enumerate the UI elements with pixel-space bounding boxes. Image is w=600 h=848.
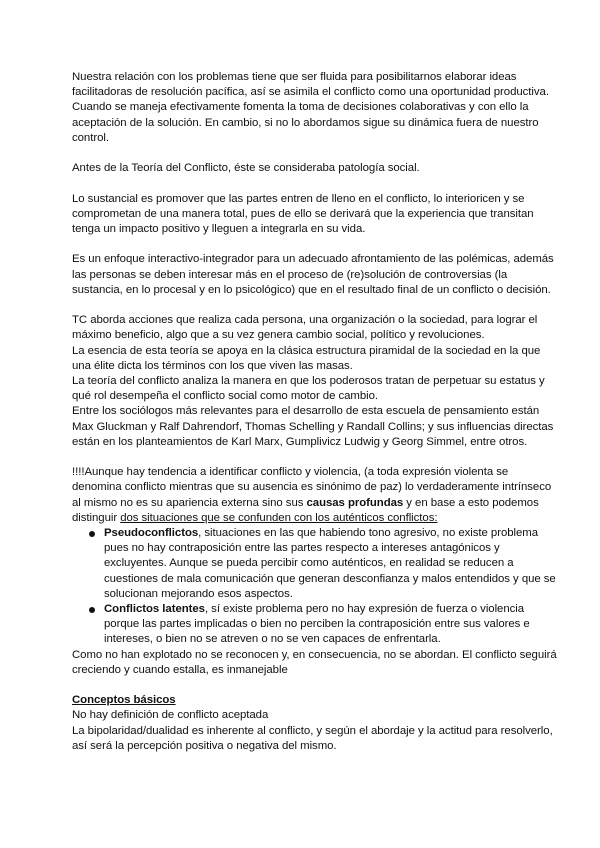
paragraph-teoria-analiza: La teoría del conflicto analiza la manera en que los poderosos tratan de perpetuar su estatus y qué rol desempeña el conflicto social como motor de cambio. bbox=[72, 375, 545, 403]
desc-conflictos-latentes: , sí existe problema pero no hay expresión de fuerza o violencia porque las partes implicadas o bien no perciben la contraposición entre sus valores e intereses, o bien no se atreven o no se ven capaces de enfrentarla. bbox=[104, 603, 530, 646]
dos-situaciones-underlined: dos situaciones que se confunden con los auténticos conflictos: bbox=[120, 511, 438, 524]
paragraph-patologia-social: Antes de la Teoría del Conflicto, éste se consideraba patología social. bbox=[72, 162, 420, 175]
term-conflictos-latentes: Conflictos latentes bbox=[104, 603, 205, 616]
causas-profundas-bold: causas profundas bbox=[306, 496, 404, 509]
paragraph-tc-aborda: TC aborda acciones que realiza cada persona, una organización o la sociedad, para lograr el máximo beneficio, algo que a su vez genera cambio social, político y revoluciones. bbox=[72, 314, 538, 342]
paragraph-esencia-teoria: La esencia de esta teoría se apoya en la clásica estructura piramidal de la sociedad en la que una élite dicta los términos con los que viven las masas. bbox=[72, 344, 541, 372]
conflicto-violencia-lead: !!!!Aunque hay tendencia a identificar conflicto y violencia, (a toda expresión violenta se denomina conflicto mientras que su ausencia es sinónimo de paz) lo verdaderamente intrínseco al mismo no es su apariencia externa sino sus bbox=[72, 466, 552, 509]
paragraph-lo-sustancial: Lo sustancial es promover que las partes entren de lleno en el conflicto, lo interioricen y se comprometan de una manera total, pues de ello se derivará que la experiencia que transitan tenga un impacto positivo y lleguen a integrarla en su vida. bbox=[72, 192, 534, 235]
paragraph-relacion-problemas: Nuestra relación con los problemas tiene que ser fluida para posibilitarnos elaborar ideas facilitadoras de resolución pacífica, así se asimila el conflicto como una oportunidad productiva. bbox=[72, 71, 549, 99]
bullet-icon bbox=[89, 607, 95, 613]
bullet-icon bbox=[89, 531, 95, 537]
conflicto-violencia-mid: y en base a esto podemos distinguir bbox=[72, 496, 539, 524]
desc-pseudoconflictos: , situaciones en las que habiendo tono agresivo, no existe problema pues no hay contraposición entre las partes respecto a intereses antagónicos y excluyentes. Aunque se pueda percibir como auténticos, en realidad se reducen a cuestiones de mala comunicación que generan desconfianza y malos entendidos y que se solucionan mejorando esos aspectos. bbox=[104, 527, 556, 600]
paragraph-conflicto-violencia bbox=[72, 465, 560, 526]
paragraph-manejo-efectivo: Cuando se maneja efectivamente fomenta la toma de decisiones colaborativas y con ello la aceptación de la solución. En cambio, si no lo abordamos sigue su dinámica fuera de nuestro control. bbox=[72, 101, 539, 144]
section-heading-conceptos-basicos: Conceptos básicos bbox=[72, 694, 176, 707]
paragraph-no-han-explotado: Como no han explotado no se reconocen y, en consecuencia, no se abordan. El conflicto seguirá creciendo y cuando estalla, es inmanejable bbox=[72, 648, 557, 676]
list-item-conflictos-latentes bbox=[104, 602, 560, 648]
paragraph-bipolaridad: La bipolaridad/dualidad es inherente al conflicto, y según el abordaje y la actitud para resolverlo, así será la percepción positiva o negativa del mismo. bbox=[72, 724, 553, 752]
paragraph-no-hay-definicion: No hay definición de conflicto aceptada bbox=[72, 709, 269, 722]
list-item-pseudoconflictos bbox=[104, 526, 560, 602]
term-pseudoconflictos: Pseudoconflictos bbox=[104, 527, 199, 540]
situaciones-list bbox=[72, 526, 560, 648]
paragraph-enfoque-interactivo: Es un enfoque interactivo-integrador para un adecuado afrontamiento de las polémicas, además las personas se deben interesar más en el proceso de (re)solución de controversias (la sustancia, en lo procesal y en lo psicológico) que en el resultado final de un conflicto o decisión. bbox=[72, 253, 554, 296]
paragraph-sociologos: Entre los sociólogos más relevantes para el desarrollo de esta escuela de pensamiento están Max Gluckman y Ralf Dahrendorf, Thomas Schelling y Randall Collins; y sus influencias directas están en los planteamientos de Karl Marx, Gumplivicz Ludwig y Georg Simmel, entre otros. bbox=[72, 405, 554, 448]
